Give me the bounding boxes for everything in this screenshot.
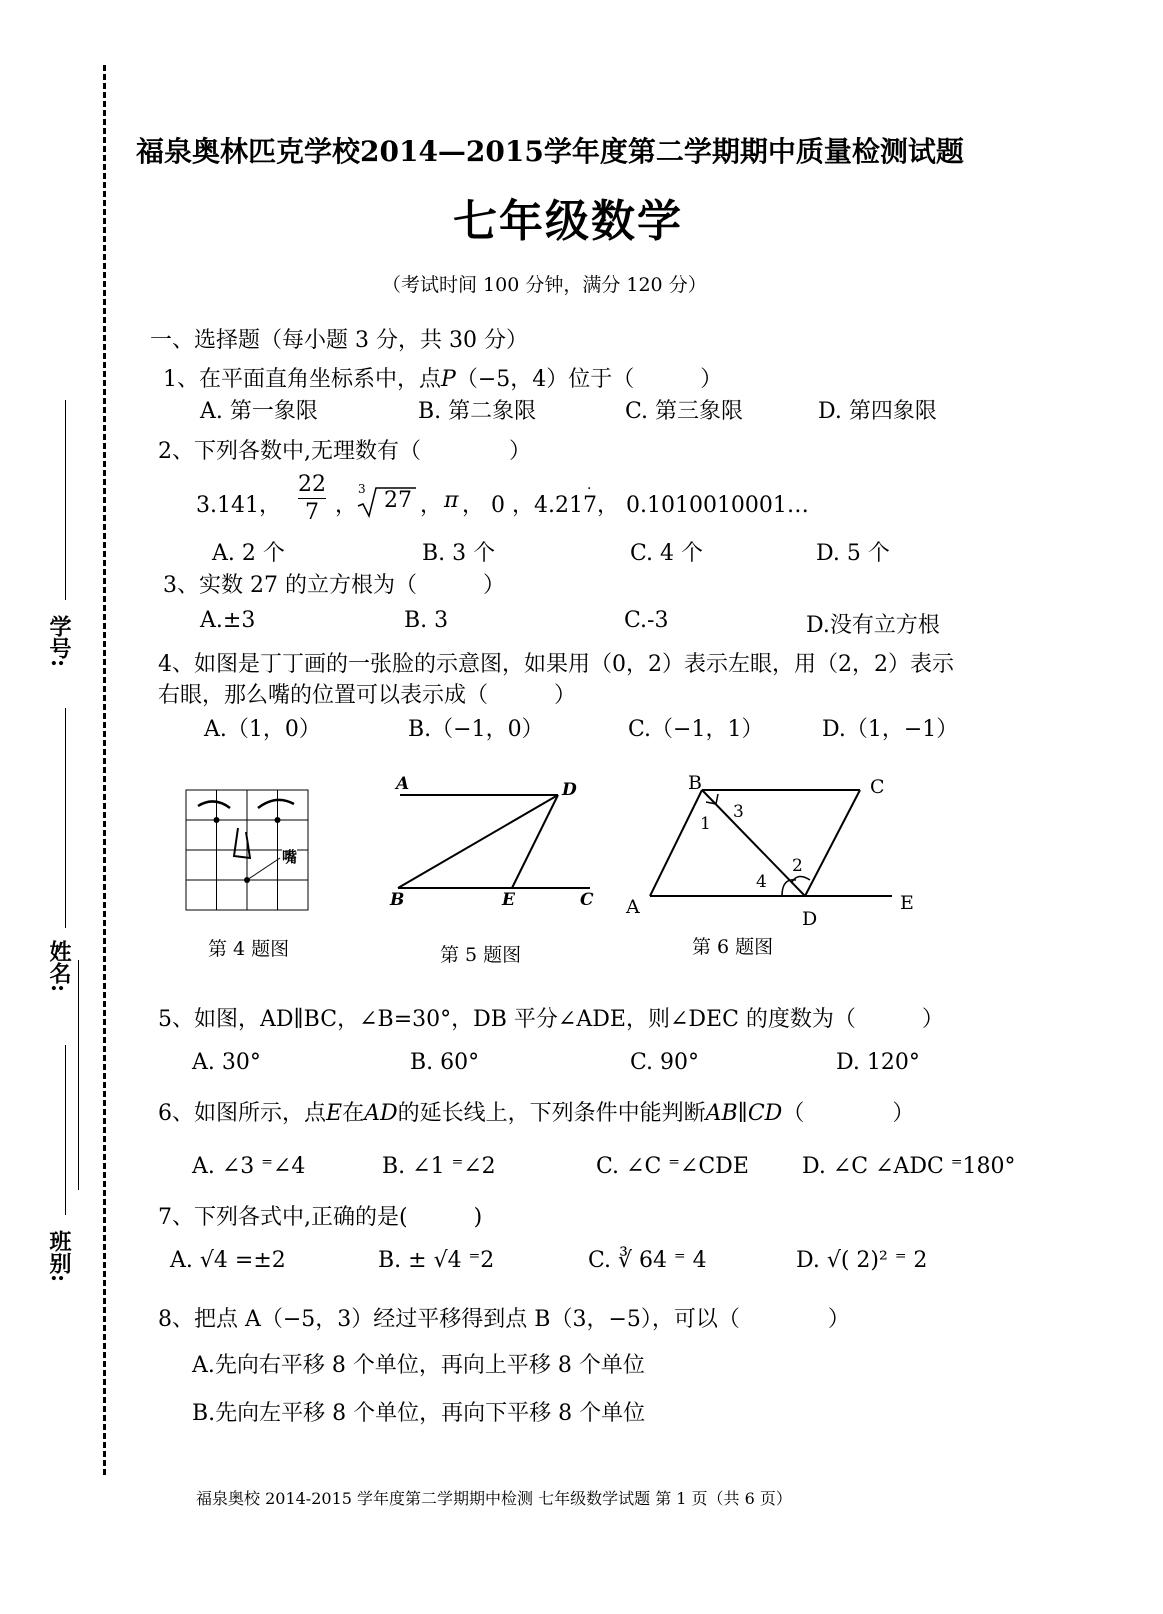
q7-option-d: D. √( 2)² ⁼ 2 [796,1248,928,1273]
q1-option-a: A. 第一象限 [200,399,318,424]
fig6-label-a: A [626,896,640,918]
exam-info: （考试时间 100 分钟，满分 120 分） [382,274,707,296]
fig4-mouth-label: 嘴 [282,848,298,866]
q6-option-a: A. ∠3 ⁼∠4 [192,1154,306,1179]
q2-number-list: 3.141， [196,493,281,518]
q4-option-a: A.（1，0） [204,717,321,742]
q2-option-d: D. 5 个 [816,541,890,566]
q4-stem-line2: 右眼，那么嘴的位置可以表示成（ ） [158,683,577,708]
q5-option-a: A. 30° [192,1050,261,1075]
school-title: 福泉奥林匹克学校2014—2015学年度第二学期期中质量检测试题 [136,135,964,168]
q2-sep2: ， [420,493,443,518]
q6-stem: 6、如图所示，点E在AD的延长线上，下列条件中能判断AB∥CD（ ） [158,1101,915,1126]
figure-6-diagram [640,780,910,910]
q4-option-b: B.（−1，0） [408,717,544,742]
name-line [65,708,66,928]
q2-sep: ， [335,493,358,518]
q5-option-d: D. 120° [836,1050,920,1075]
q2-pi: π [444,488,459,513]
student-no-label: 学号: [46,615,72,668]
fig6-label-e: E [900,892,914,914]
fig6-angle-2: 2 [792,856,803,876]
q3-option-d: D.没有立方根 [806,613,940,638]
q7-option-c: C. ∛ 64 ⁼ 4 [588,1248,707,1273]
q3-option-c: C.-3 [624,608,669,633]
q6-option-c: C. ∠C ⁼∠CDE [596,1154,749,1179]
q6-option-d: D. ∠C ∠ADC ⁼180° [802,1154,1016,1179]
q7-option-a: A. √4 =±2 [170,1248,286,1273]
q7-stem: 7、下列各式中,正确的是( ) [158,1205,483,1230]
fig6-label-b: B [688,772,702,794]
page-footer: 福泉奥校 2014-2015 学年度第二学期期中检测 七年级数学试题 第 1 页（共 6 页） [196,1489,792,1508]
q8-option-b: B.先向左平移 8 个单位，再向下平移 8 个单位 [192,1401,646,1426]
q5-option-b: B. 60° [410,1050,480,1075]
q5-stem: 5、如图，AD∥BC，∠B=30°，DB 平分∠ADE，则∠DEC 的度数为（ ） [158,1007,944,1032]
q1-option-c: C. 第三象限 [625,399,744,424]
subject-title: 七年级数学 [453,196,683,247]
q7-option-b: B. ± √4 ⁼2 [378,1248,495,1273]
q8-stem: 8、把点 A（−5，3）经过平移得到点 B（3，−5），可以（ ） [158,1307,850,1332]
name-label: 姓名: [46,940,72,993]
q3-stem: 3、实数 27 的立方根为（ ） [163,573,505,598]
q2-option-b: B. 3 个 [422,541,496,566]
q2-option-a: A. 2 个 [212,541,285,566]
fig5-caption: 第 5 题图 [440,944,522,966]
q4-stem-line1: 4、如图是丁丁画的一张脸的示意图，如果用（0，2）表示左眼，用（2，2）表示 [158,652,954,677]
student-no-line [65,400,66,600]
class-label: 班别: [46,1230,72,1283]
fig5-label-d: D [562,780,577,800]
fig6-label-d: D [802,908,818,930]
q4-option-c: C.（−1，1） [628,717,764,742]
q3-option-b: B. 3 [404,608,449,633]
q2-fraction: 22 7 [298,472,326,525]
name-line-2 [78,960,79,1190]
q8-option-a: A.先向右平移 8 个单位，再向上平移 8 个单位 [192,1353,645,1378]
fig6-angle-4: 4 [756,872,767,892]
fig6-label-c: C [870,776,885,798]
section1-heading: 一、选择题（每小题 3 分，共 30 分） [150,328,528,353]
fig5-label-b: B [390,890,405,910]
q2-rest: ， 0 ，4.217 · ， 0.1010010001… [462,481,809,518]
q5-option-c: C. 90° [630,1050,700,1075]
fig6-caption: 第 6 题图 [692,936,774,958]
fig5-label-c: C [580,890,594,910]
q2-option-c: C. 4 个 [630,541,704,566]
binding-line [103,65,106,1475]
q1-option-d: D. 第四象限 [818,399,937,424]
class-line [65,1045,66,1215]
q4-option-d: D.（1，−1） [822,717,959,742]
fig6-angle-3: 3 [733,802,744,822]
fig5-label-a: A [396,774,410,794]
fig5-label-e: E [502,890,515,910]
fig6-angle-1: 1 [700,814,711,834]
q2-stem: 2、下列各数中,无理数有（ ） [158,439,531,464]
q6-option-b: B. ∠1 ⁼∠2 [382,1154,496,1179]
fig4-caption: 第 4 题图 [208,938,290,960]
q3-option-a: A.±3 [200,608,256,633]
q1-option-b: B. 第二象限 [418,399,537,424]
q1-stem: 1、在平面直角坐标系中，点P（−5，4）位于（ ） [163,367,723,392]
